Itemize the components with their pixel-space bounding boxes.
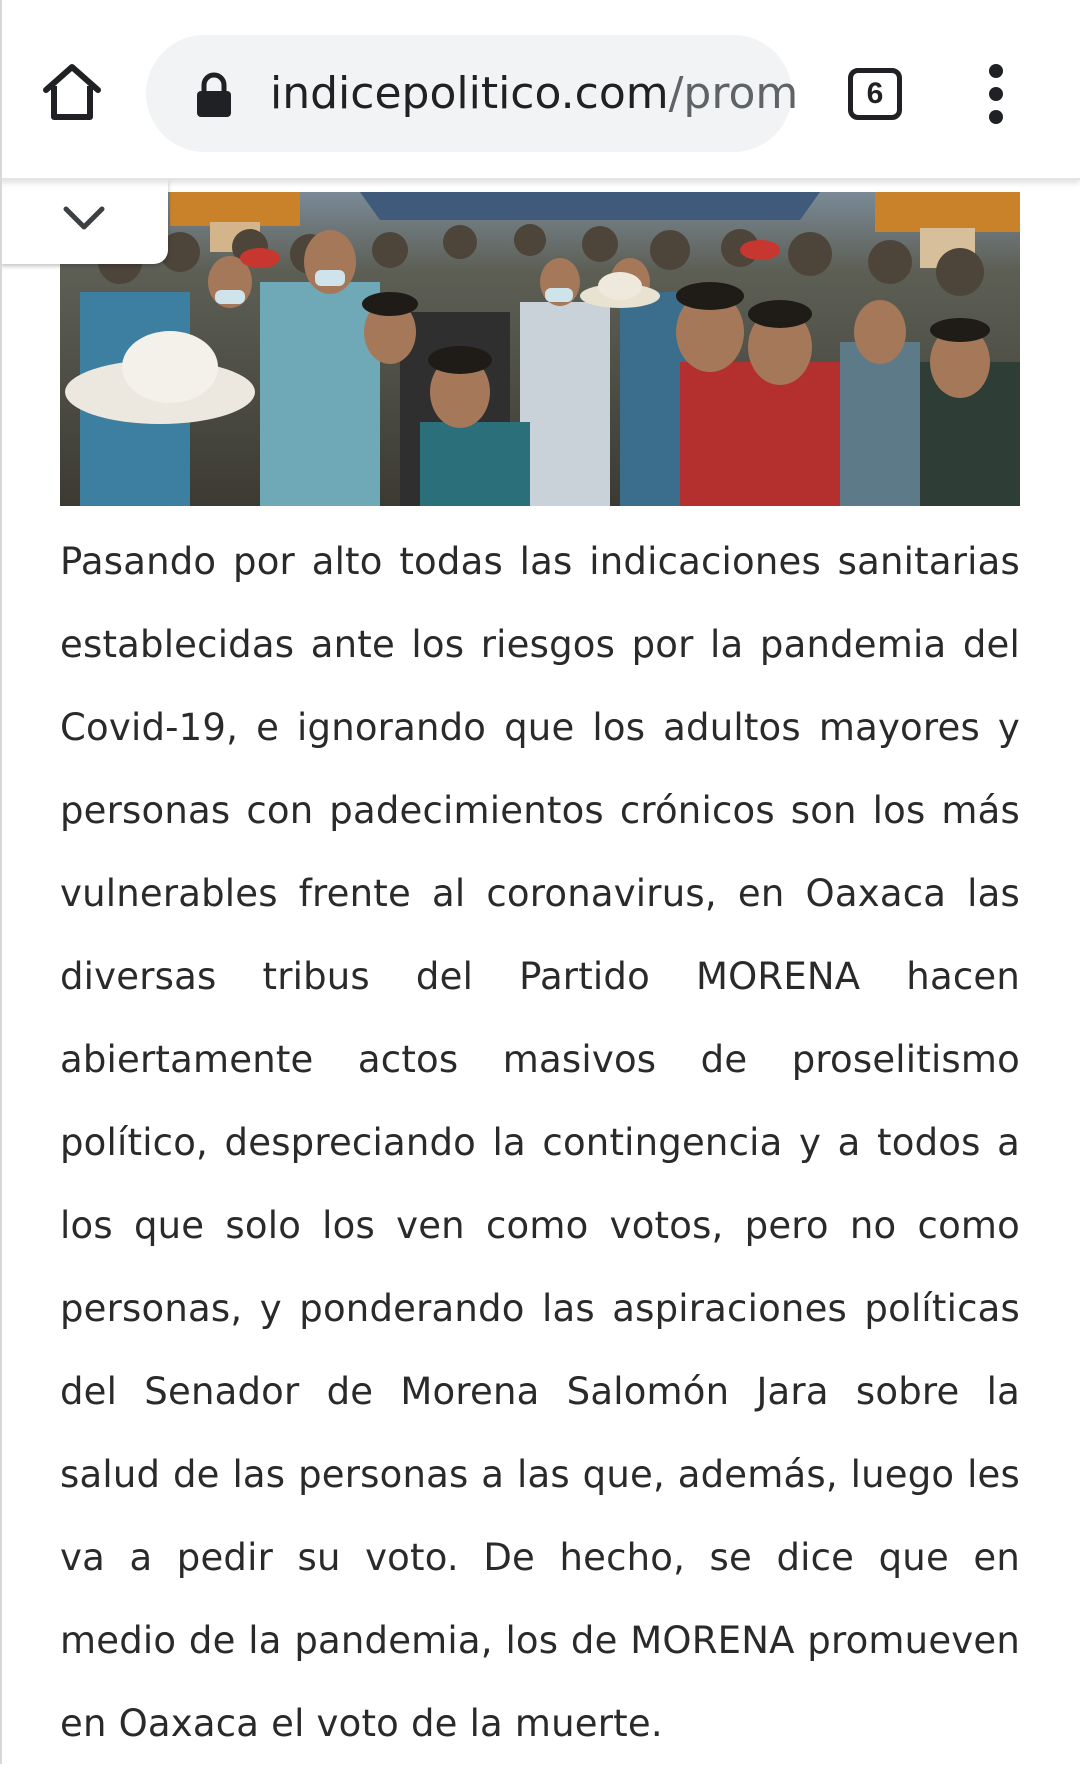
tab-switcher-button[interactable]: [848, 68, 902, 120]
tab-count: 6: [866, 77, 884, 110]
home-icon[interactable]: [40, 60, 104, 124]
collapse-toolbar-button[interactable]: [0, 180, 168, 264]
chevron-down-icon: [62, 204, 106, 232]
article-paragraph: Pasando por alto todas las indicaciones sanitarias establecidas ante los riesgos por la pandemia del Covid-19, e ignorando que los adultos mayores y personas con padecimientos crónicos son los más vulnerables frente al coronavirus, en Oaxaca las diversas tribus del Partido MORENA hacen abiertamente actos masivos de proselitismo político, despreciando la contingencia y a todos a los que solo los ven como votos, pero no como personas, y ponderando las aspiraciones políticas del Senador de Morena Salomón Jara sobre la salud de las personas a las que, además, luego les va a pedir su voto. De hecho, se dice que en medio de la pandemia, los de MORENA promueven en Oaxaca el voto de la muerte.: [60, 540, 1020, 1745]
browser-toolbar: [0, 0, 1080, 180]
url-text: [270, 35, 799, 152]
address-bar[interactable]: [146, 35, 799, 152]
article-photo: [60, 192, 1020, 506]
lock-icon: [194, 72, 234, 118]
url-host: indicepolitico.com: [270, 68, 669, 119]
url-path: /prom: [668, 68, 799, 119]
window-edge: [0, 0, 2, 1764]
more-vert-icon[interactable]: [976, 64, 1016, 124]
